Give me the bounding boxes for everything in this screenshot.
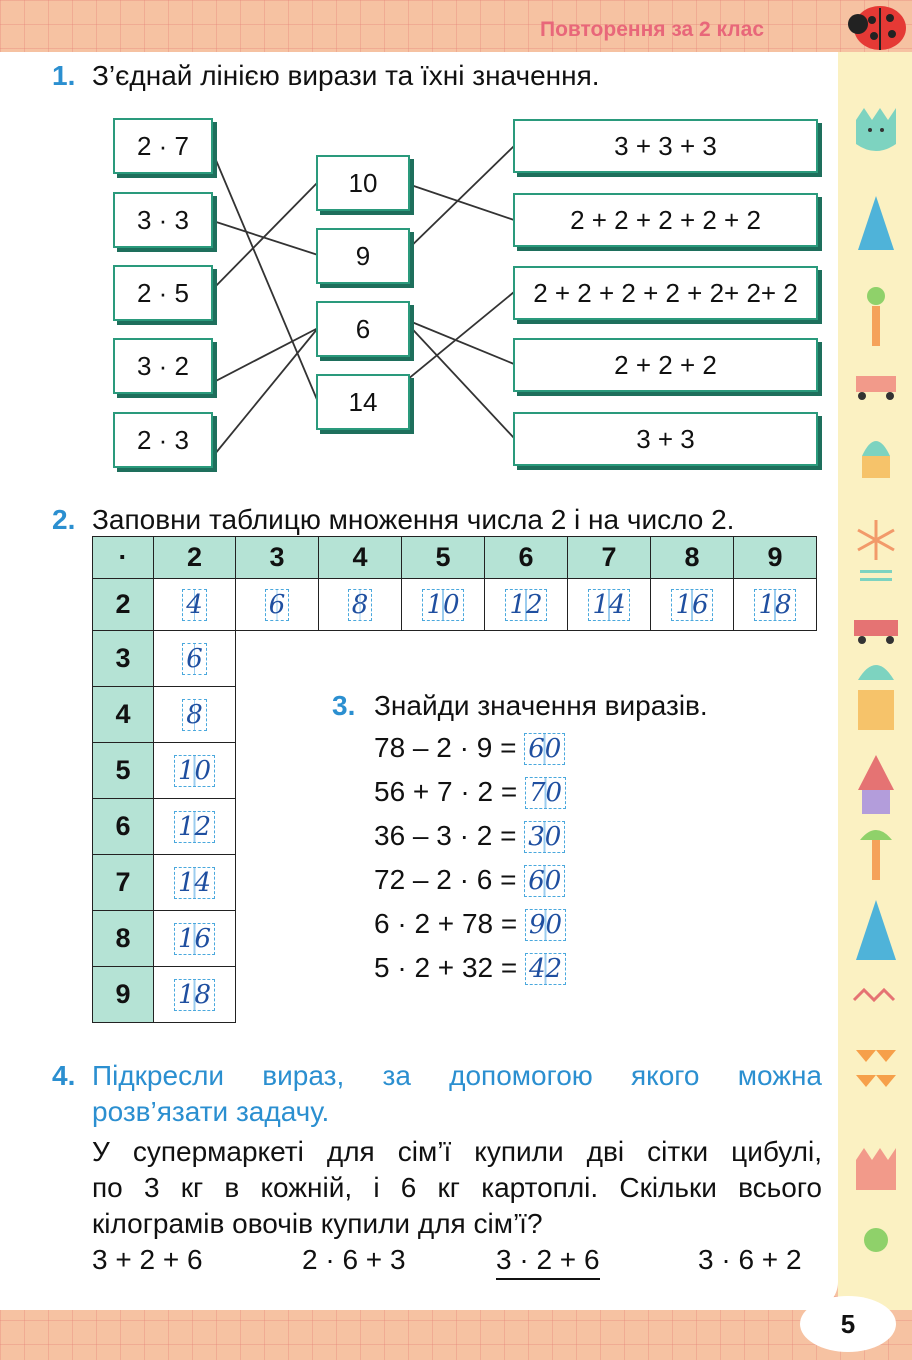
answer-option[interactable]: 2 · 6 + 3 xyxy=(302,1244,406,1275)
value-box: 9 xyxy=(316,228,410,284)
handwritten-answer[interactable]: 18 xyxy=(754,589,795,621)
handwritten-answer[interactable]: 8 xyxy=(182,699,207,731)
handwritten-answer[interactable]: 12 xyxy=(505,589,546,621)
table-cell xyxy=(485,579,568,631)
table-row-header: 7 xyxy=(93,855,154,911)
answer-option-underlined[interactable]: 3 · 2 + 6 xyxy=(496,1244,600,1280)
right-expression-box: 3 + 3 + 3 xyxy=(513,119,818,173)
handwritten-answer[interactable]: 6 xyxy=(265,589,290,621)
table-row-header: 8 xyxy=(93,911,154,967)
table-row-header: 3 xyxy=(93,631,154,687)
left-expression-box: 3 · 3 xyxy=(113,192,213,248)
table-header: 2 xyxy=(154,537,236,579)
task1-text: З’єднай лінією вирази та їхні значення. xyxy=(92,60,600,91)
right-expression-box: 2 + 2 + 2 + 2 + 2+ 2+ 2 xyxy=(513,266,818,320)
section-title: Повторення за 2 клас xyxy=(540,18,765,41)
table-cell xyxy=(651,579,734,631)
table-cell xyxy=(734,579,817,631)
table-cell xyxy=(236,579,319,631)
task4-instruction: розв’язати задачу. xyxy=(92,1096,330,1127)
answer-option[interactable]: 3 · 6 + 2 xyxy=(698,1244,802,1275)
handwritten-answer[interactable]: 8 xyxy=(348,589,373,621)
handwritten-answer[interactable]: 4 xyxy=(182,589,207,621)
table-header: 4 xyxy=(319,537,402,579)
table-cell xyxy=(319,579,402,631)
handwritten-answer[interactable]: 16 xyxy=(174,923,215,955)
table-header: 5 xyxy=(402,537,485,579)
task3-text: Знайди значення виразів. xyxy=(374,690,708,721)
table-cell xyxy=(154,579,236,631)
handwritten-answer[interactable]: 14 xyxy=(174,867,215,899)
table-corner: · xyxy=(93,537,154,579)
expression-row xyxy=(374,776,566,809)
task2-number: 2. xyxy=(52,504,76,535)
expression: 56 + 7 · 2 = xyxy=(374,776,518,807)
expression: 6 · 2 + 78 = xyxy=(374,908,518,939)
left-expression-box: 2 · 7 xyxy=(113,118,213,174)
right-expression-box: 2 + 2 + 2 + 2 + 2 xyxy=(513,193,818,247)
handwritten-answer[interactable]: 60 xyxy=(524,865,565,897)
left-expression-box: 2 · 5 xyxy=(113,265,213,321)
task4-instruction: Підкресли вираз, за допомогою якого можна xyxy=(92,1060,822,1091)
handwritten-answer[interactable]: 42 xyxy=(525,953,566,985)
task4-number: 4. xyxy=(52,1060,76,1091)
task2-text: Заповни таблицю множення числа 2 і на число 2. xyxy=(92,504,735,535)
value-box: 14 xyxy=(316,374,410,430)
expression: 36 – 3 · 2 = xyxy=(374,820,517,851)
expression: 78 – 2 · 9 = xyxy=(374,732,517,763)
handwritten-answer[interactable]: 60 xyxy=(524,733,565,765)
handwritten-answer[interactable]: 12 xyxy=(174,811,215,843)
table-header: 6 xyxy=(485,537,568,579)
expression-row xyxy=(374,820,565,853)
handwritten-answer[interactable]: 6 xyxy=(182,643,207,675)
table-row-header: 4 xyxy=(93,687,154,743)
page-number: 5 xyxy=(800,1296,896,1352)
handwritten-answer[interactable]: 10 xyxy=(174,755,215,787)
table-header: 8 xyxy=(651,537,734,579)
handwritten-answer[interactable]: 18 xyxy=(174,979,215,1011)
table-cell xyxy=(402,579,485,631)
left-expression-box: 3 · 2 xyxy=(113,338,213,394)
table-header: 7 xyxy=(568,537,651,579)
handwritten-answer[interactable]: 70 xyxy=(525,777,566,809)
expression-row xyxy=(374,732,565,765)
handwritten-answer[interactable]: 90 xyxy=(525,909,566,941)
expression-row xyxy=(374,908,566,941)
right-expression-box: 3 + 3 xyxy=(513,412,818,466)
table-row-header: 2 xyxy=(93,579,154,631)
table-header: 9 xyxy=(734,537,817,579)
problem-text: по 3 кг в кожній, і 6 кг картоплі. Скільки всього xyxy=(92,1172,822,1203)
handwritten-answer[interactable]: 16 xyxy=(671,589,712,621)
handwritten-answer[interactable]: 30 xyxy=(524,821,565,853)
table-row-header: 5 xyxy=(93,743,154,799)
task3-number: 3. xyxy=(332,690,356,721)
answer-option[interactable]: 3 + 2 + 6 xyxy=(92,1244,203,1275)
right-expression-box: 2 + 2 + 2 xyxy=(513,338,818,392)
table-row-header: 6 xyxy=(93,799,154,855)
task1-number: 1. xyxy=(52,60,76,91)
problem-text: кілограмів овочів купили для сім’ї? xyxy=(92,1208,543,1239)
expression: 72 – 2 · 6 = xyxy=(374,864,517,895)
expression: 5 · 2 + 32 = xyxy=(374,952,518,983)
value-box: 10 xyxy=(316,155,410,211)
expression-row xyxy=(374,952,566,985)
left-expression-box: 2 · 3 xyxy=(113,412,213,468)
problem-text: У супермаркеті для сім’ї купили дві сітки цибулі, xyxy=(92,1136,822,1167)
expression-row xyxy=(374,864,565,897)
table-row-header: 9 xyxy=(93,967,154,1023)
table-header: 3 xyxy=(236,537,319,579)
handwritten-answer[interactable]: 10 xyxy=(422,589,463,621)
value-box: 6 xyxy=(316,301,410,357)
handwritten-answer[interactable]: 14 xyxy=(588,589,629,621)
table-cell xyxy=(568,579,651,631)
